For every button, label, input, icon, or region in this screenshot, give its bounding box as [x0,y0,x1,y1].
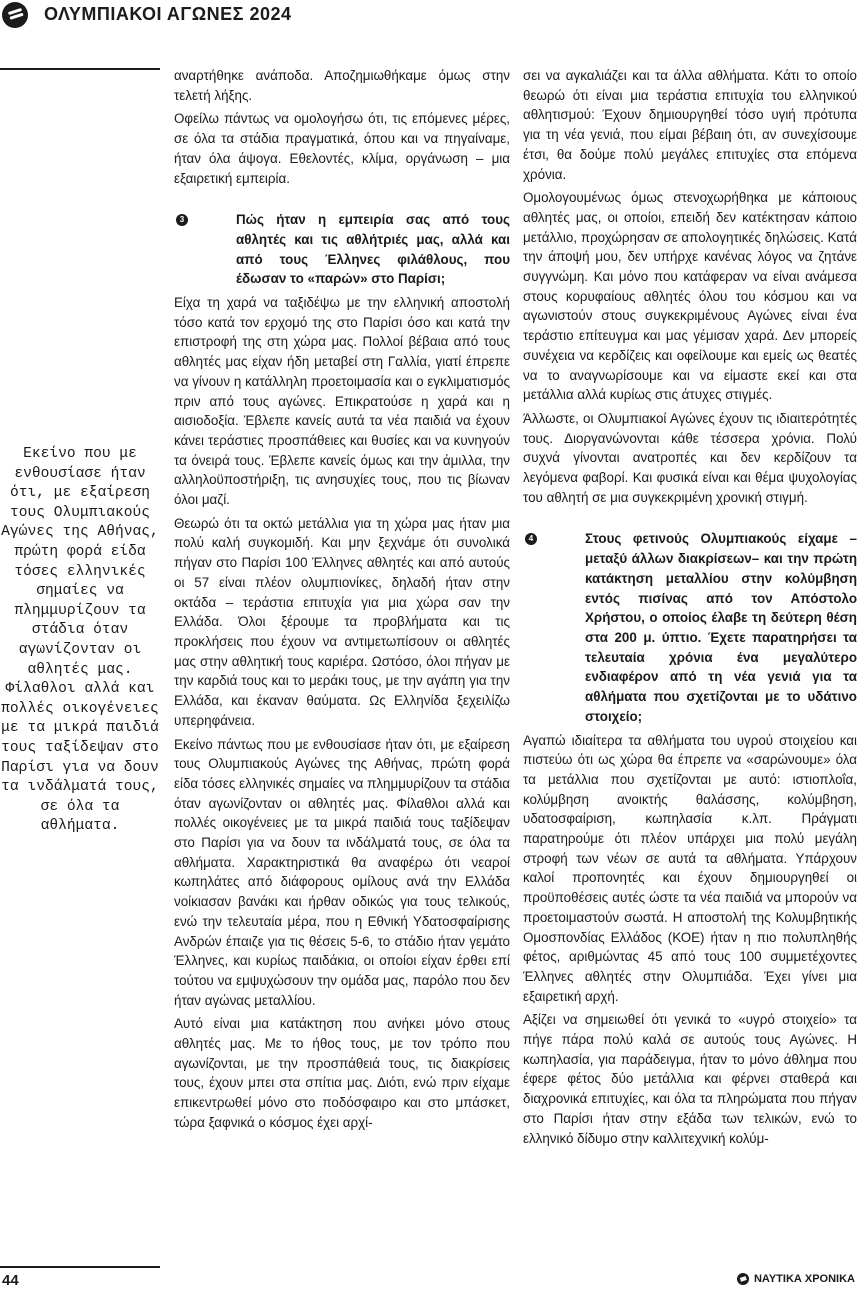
question-3 [174,210,510,289]
pull-quote-top-rule [0,68,160,70]
question-text: Στους φετινούς Ολυμπιακούς είχαμε –μεταξύ άλλων διακρίσεων– και την πρώτη κατάκτηση μεταλλίου στην κολύμβηση εντός πισίνας από τον Απόστολο Χρήστου, ο οποίος έλαβε τη δεύτερη θέση στα 200 μ. ύπτιο. Έχετε παρατηρήσει τα τελευταία χρόνια ένα μεγαλύτερο ενδιαφέρον από τη νέα γενιά για τα αθλήματα που σχετίζονται με το υδάτινο στοιχείο; [585,531,857,724]
paragraph: Αυτό είναι μια κατάκτηση που ανήκει μόνο στους αθλητές μας. Με το ήθος τους, με τον τρόπο που αγωνίζονται, με την προσπάθειά τους, τις διακρίσεις τους, έχουν μπει στα σπίτια μας. Διότι, ενώ πριν είχαμε επικεντρωθεί μόνο στο ποδόσφαιρο και στο μπάσκετ, τώρα ξαφνικά ο κόσμος έχει αρχί- [174,1016,510,1130]
pull-quote-bottom-rule [0,1266,160,1268]
paragraph: Θεωρώ ότι τα οκτώ μετάλλια για τη χώρα μας ήταν μια πολύ καλή συγκομιδή. Και μην ξεχνάμε ότι συνολικά πήγαν στο Παρίσι 100 Έλληνες αθλητές και από αυτούς οι 57 είναι πλέον ολυμπιονίκες, δηλαδή ήταν στην οκτάδα – τεράστια επιτυχία για μια χώρα σαν την Ελλάδα. Όλοι ξέρουμε τα προβλήματα και τις προκλήσεις που έχουν να αντιμετωπίσουν οι αθλητές μας στην αθλητική τους καριέρα. Ωστόσο, όλοι πήγαν με την καρδιά τους και το μεράκι τους, με την αγάπη για την Ελλάδα, και έκαναν θαύματα. Ως Ελληνίδα ξεχειλίζω υπερηφάνεια. [174,515,510,728]
paragraph: αναρτήθηκε ανάποδα. Αποζημιωθήκαμε όμως στην τελετή λήξης. [174,68,510,103]
paragraph: Αξίζει να σημειωθεί ότι γενικά το «υγρό στοιχείο» τα πήγε πάρα πολύ καλά σε αυτούς τους Αγώνες. Η κωπηλασία, για παράδειγμα, ήταν το μόνο άθλημα που έφερε φέτος δύο μετάλλια και φέρνει σταθερά και διαχρονικά επιτυχίες, και όλα τα πληρώματα που πήγαν στο Παρίσι ήταν στην εξάδα των τελικών, ενώ το ελληνικό δίδυμο στην καλλιτεχνική κολύμ- [523,1012,857,1146]
section-title: ΟΛΥΜΠΙΑΚΟΙ ΑΓΩΝΕΣ 2024 [44,4,292,24]
magazine-logo-icon [2,2,28,28]
paragraph: Είχα τη χαρά να ταξιδέψω με την ελληνική αποστολή τόσο κατά τον ερχομό της στο Παρίσι όσο και κατά την επιστροφή της στη χώρα μας. Πολλοί βέβαια από τους αθλητές μας είχαν ήδη μεταβεί στη Γαλλία, γιατί έπρεπε να γίνουν η κατάλληλη προετοιμασία και ο εγκλιματισμός πριν από τους αγώνες. Επικρατούσε η χαρά και η αισιοδοξία. Έβλεπε κανείς αυτά τα νέα παιδιά να έχουν κάνει τεράστιες προσπάθειες και θυσίες και να κυνηγούν τα όνειρά τους. Έβλεπε κανείς όμως και την άμιλλα, την αλληλοϋποστήριξη, τις ανησυχίες τους, που τις βίωναν όλοι μαζί. [174,295,510,508]
page-number: 44 [2,1272,19,1289]
paragraph: Οφείλω πάντως να ομολογήσω ότι, τις επόμενες μέρες, σε όλα τα στάδια πραγματικά, όπου και να πηγαίναμε, ήταν όλα άψογα. Εθελοντές, κλίμα, οργάνωση – μια εξαιρετική εμπειρία. [174,111,510,186]
article-column-2 [523,66,857,1272]
brand-footer [737,1273,855,1285]
paragraph: σει να αγκαλιάζει και τα άλλα αθλήματα. Κάτι το οποίο θεωρώ ότι είναι μια τεράστια επιτυχία του ελληνικού αθλητισμού: Έχουν δημιουργηθεί τόσο υγιή πρότυπα για τη νέα γενιά, που είμαι βέβαιη ότι, αν συνεχίσουμε έτσι, θα δούμε πολύ μεγάλες επιτυχίες στα επόμενα χρόνια. [523,68,857,182]
article-column-1 [174,66,510,1272]
paragraph: Ομολογουμένως όμως στενοχωρήθηκα με κάποιους αθλητές μας, οι οποίοι, επειδή δεν κατέκτησαν κάποιο μετάλλιο, προχώρησαν σε απολογητικές δηλώσεις. Κατά την άποψή μου, δεν υπήρχε κανένας λόγος να ζητάνε συγγνώμη. Και μόνο που κατάφεραν να είναι ανάμεσα στους κορυφαίους αθλητές όλου του κόσμου και να αγωνιστούν στους συγκεκριμένους Αγώνες είναι ένα τεράστιο επίτευγμα και μας γέμισαν χαρά. Δεν μπορείς συνέχεια να κερδίζεις και οφείλουμε και εμείς ως θεατές να το αναγνωρίσουμε και να είμαστε εκεί και στα μετάλλια αλλά κυρίως στις άτυχες στιγμές. [523,190,857,403]
paragraph: Εκείνο πάντως που με ενθουσίασε ήταν ότι, με εξαίρεση τους Ολυμπιακούς Αγώνες της Αθήνας, πρώτη φορά είδα τόσες ελληνικές σημαίες να πλημμυρίζουν τα στάδια όταν αγωνίζονταν οι αθλητές μας. Φίλαθλοι αλλά και πολλές οικογένειες με τα μικρά παιδιά τους ταξίδεψαν στο Παρίσι για να δουν τα ινδάλματά τους, σε όλα τα αθλήματα. Χαρακτηριστικά θα αναφέρω ότι νεαροί κωπηλάτες από διάφορους ομίλους ανά την Ελλάδα νοίκιασαν βανάκι και ήρθαν οδικώς για τους τελικούς, ενώ την τελευταία μέρα, που η Εθνική Υδατοσφαίρισης Ανδρών έπαιζε για τις θέσεις 5-6, το στάδιο ήταν γεμάτο Έλληνες, και κυρίως παιδάκια, οι οποίοι είχαν έρθει επί τούτου να εμψυχώσουν την ομάδα μας, παρόλο που δεν ήταν αγώνας μεταλλίου. [174,736,510,1008]
brand-logo-icon [737,1273,749,1285]
question-number-badge: 3 [176,214,188,226]
question-number-badge: 4 [525,533,537,545]
paragraph: Άλλωστε, οι Ολυμπιακοί Αγώνες έχουν τις ιδιαιτερότητές τους. Διοργανώνονται κάθε τέσσερα χρόνια. Πολύ συχνά γίνονται ανατροπές και δεν κερδίζουν τα λεγόμενα φαβορί. Και φυσικά είναι και θέμα ψυχολογίας του αθλητή σε μια συγκεκριμένη χρονική στιγμή. [523,410,857,505]
pull-quote: Εκείνο που με ενθουσίασε ήταν ότι, με εξαίρεση τους Ολυμπιακούς Αγώνες της Αθήνας, πρώτη φορά είδα τόσες ελληνικές σημαίες να πλημμυρίζουν τα στάδια όταν αγωνίζονταν οι αθλητές μας. Φίλαθλοι αλλά και πολλές οικογένειες με τα μικρά παιδιά τους ταξίδεψαν στο Παρίσι για να δουν τα ινδάλματά τους, σε όλα τα αθλήματα. [1,446,159,835]
paragraph: Αγαπώ ιδιαίτερα τα αθλήματα του υγρού στοιχείου και πιστεύω ότι ως χώρα θα έπρεπε να «σαρώνουμε» όλα τα μετάλλια που σχετίζονται με αυτό: ιστιοπλοΐα, κολύμβηση ανοικτής θαλάσσης, κολύμβηση, υδατοσφαίριση, κωπηλασία κ.λπ. Πράγματι παρατηρούμε ότι πλέον υπάρχει μια πολύ μεγάλη στροφή των νέων σε αυτά τα αθλήματα. Υπάρχουν καλοί προπονητές και έχουν δημιουργηθεί οι προϋποθέσεις αυτές ώστε τα νέα παιδιά να μπορούν να προετοιμαστούν σωστά. Η αποστολή της Κολυμβητικής Ομοσπονδίας Ελλάδος (ΚΟΕ) ήταν η πιο πολυπληθής φέτος, αριθμώντας 45 από τους 100 συμμετέχοντες Έλληνες αθλητές στην Ολυμπιάδα. Έχει γίνει μια εξαιρετική αρχή. [523,732,857,1004]
brand-name: ΝΑΥΤΙΚΑ ΧΡΟΝΙΚΑ [753,1273,855,1285]
question-text: Πώς ήταν η εμπειρία σας από τους αθλητές και τις αθλήτριές μας, αλλά και από τους Έλληνες φιλάθλους, που έδωσαν το «παρών» στο Παρίσι; [236,212,510,287]
question-4 [523,529,857,726]
